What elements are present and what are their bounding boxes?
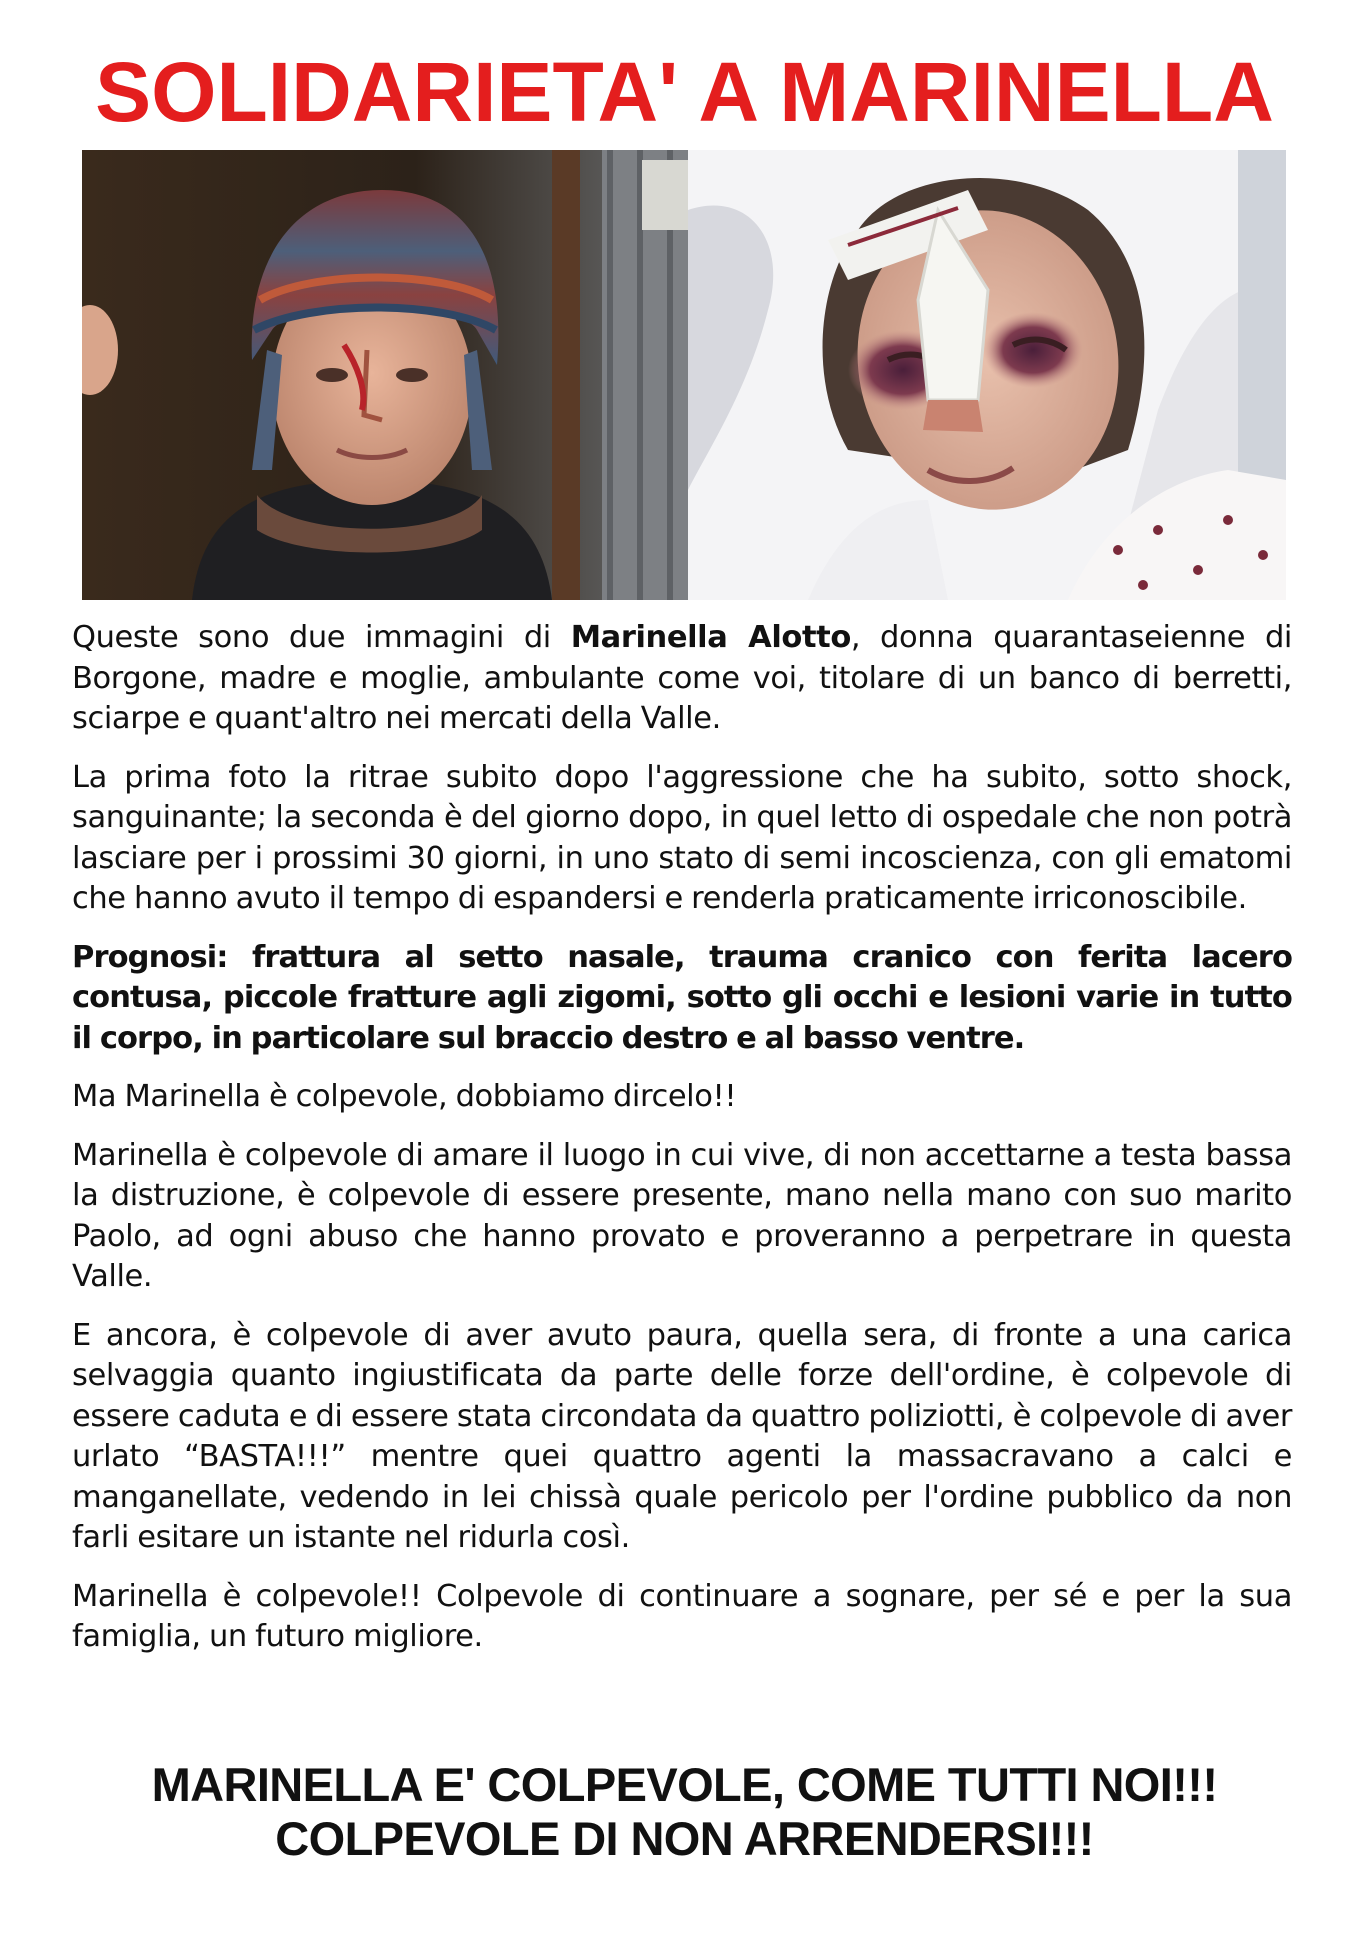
closing-slogan [0,1758,1369,1866]
paragraph-intro-rest: , donna quarantaseienne di Borgone, madre e moglie, ambulante come voi, titolare di un banco di berretti, sciarpe e quant'altro nei mercati della Valle. [72,620,1292,736]
paragraph-guilty-dream: Marinella è colpevole!! Colpevole di continuare a sognare, per sé e per la sua famiglia, un futuro migliore. [72,1578,1292,1654]
paragraph-prognosis: Prognosi: frattura al setto nasale, trauma cranico con ferita lacero contusa, piccole fratture agli zigomi, sotto gli occhi e lesioni varie in tutto il corpo, in particolare sul braccio destro e al basso ventre. [72,939,1292,1056]
photo-right-illustration [688,150,1286,600]
paragraph-intro [72,618,1292,740]
photo-injured-woman-wool-hat [82,150,688,600]
article-body [72,618,1292,1676]
closing-line-1: MARINELLA E' COLPEVOLE, COME TUTTI NOI!!! [151,1758,1218,1811]
paragraph-guilty-intro: Ma Marinella è colpevole, dobbiamo dircelo!! [72,1079,737,1114]
page-title: SOLIDARIETA' A MARINELLA [95,45,1274,139]
person-name: Marinella Alotto [570,620,851,655]
photo-left-illustration [82,150,688,600]
closing-line-2: COLPEVOLE DI NON ARRENDERSI!!! [275,1812,1094,1865]
paragraph-guilty-valley: Marinella è colpevole di amare il luogo in cui vive, di non accettarne a testa bassa la distruzione, è colpevole di essere presente, mano nella mano con suo marito Paolo, ad ogni abuso che hanno provato e proveranno a perpetrare in questa Valle. [72,1137,1292,1294]
photo-strip [82,150,1286,600]
paragraph-guilty-night: E ancora, è colpevole di aver avuto paura, quella sera, di fronte a una carica selvaggia quanto ingiustificata da parte delle forze dell'ordine, è colpevole di essere caduta e di essere stata circondata da quattro poliziotti, è colpevole di aver urlato “BASTA!!!” mentre quei quattro agenti la massacravano a calci e manganellate, vedendo in lei chissà quale pericolo per l'ordine pubblico da non farli esitare un istante nel ridurla così. [72,1317,1292,1555]
paragraph-intro-lead: Queste sono due immagini di [72,620,571,655]
photo-injured-woman-hospital-bed [688,150,1286,600]
paragraph-photos-description: La prima foto la ritrae subito dopo l'aggressione che ha subito, sotto shock, sanguinante; la seconda è del giorno dopo, in quel letto di ospedale che non potrà lasciare per i prossimi 30 giorni, in uno stato di semi incoscienza, con gli ematomi che hanno avuto il tempo di espandersi e renderla praticamente irriconoscibile. [72,759,1292,916]
